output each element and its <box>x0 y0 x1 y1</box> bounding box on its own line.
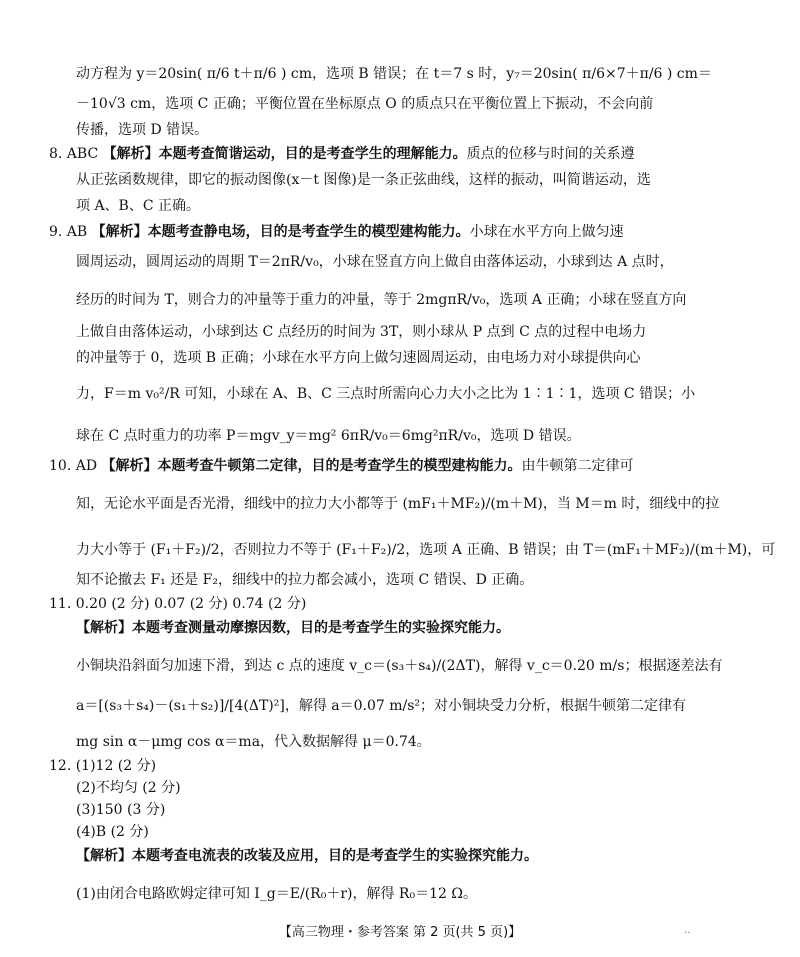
answer-10 <box>49 456 634 476</box>
analysis-tag: 【解析】本题考查牛顿第二定律，目的是考查学生的模型建构能力。 <box>101 458 522 474</box>
sub-answer: (2)不均匀 (2 分) <box>76 780 181 796</box>
analysis-tag: 【解析】本题考查静电场，目的是考查学生的模型建构能力。 <box>91 224 470 240</box>
analysis-tag: 【解析】本题考查测量动摩擦因数，目的是考查学生的实验探究能力。 <box>76 620 510 636</box>
text-line: 小铜块沿斜面匀加速下滑，到达 c 点的速度 v_c＝(s₃＋s₄)/(2ΔT)，解得 v_c＝0.20 m/s；根据逐差法有 <box>76 658 723 674</box>
text-line: 知，无论水平面是否光滑，细线中的拉力大小都等于 (mF₁＋MF₂)/(m＋M)，当 M＝m 时，细线中的拉 <box>76 496 720 512</box>
sub-answer: (4)B (2 分) <box>76 824 149 840</box>
text-line: a＝[(s₃＋s₄)－(s₁＋s₂)]/[4(ΔT)²]，解得 a＝0.07 m/s²；对小铜块受力分析，根据牛顿第二定律有 <box>76 698 687 714</box>
text-line: 上做自由落体运动，小球到达 C 点经历的时间为 3T，则小球从 P 点到 C 点的过程中电场力 <box>76 324 647 340</box>
text-fragment: 质点的位移与时间的关系遵 <box>466 146 635 162</box>
corner-mark: .. <box>684 925 691 936</box>
answer-8 <box>49 144 635 164</box>
answer-number: 10. AD <box>49 458 98 474</box>
answer-11: 11. 0.20 (2 分) 0.07 (2 分) 0.74 (2 分) <box>49 596 307 612</box>
answer-12: 12. (1)12 (2 分) <box>49 758 157 774</box>
text-line: mg sin α－μmg cos α＝ma，代入数据解得 μ＝0.74。 <box>76 734 431 750</box>
answer-number: 9. AB <box>49 224 88 240</box>
answer-9 <box>49 222 624 242</box>
analysis-tag: 【解析】本题考查简谐运动，目的是考查学生的理解能力。 <box>102 146 467 162</box>
page-footer: 【高三物理・参考答案 第 2 页(共 5 页)】 <box>278 925 522 940</box>
text-line: －10√3 cm，选项 C 正确；平衡位置在坐标原点 O 的质点只在平衡位置上下振动，不会向前 <box>76 96 654 112</box>
text-line: 的冲量等于 0，选项 B 正确；小球在水平方向上做匀速圆周运动，由电场力对小球提供向心 <box>76 350 641 366</box>
analysis-tag: 【解析】本题考查电流表的改装及应用，目的是考查学生的实验探究能力。 <box>76 848 538 864</box>
answer-number: 8. ABC <box>49 146 99 162</box>
text-line: 知不论撤去 F₁ 还是 F₂，细线中的拉力都会减小，选项 C 错误、D 正确。 <box>76 572 534 588</box>
text-line: 传播，选项 D 错误。 <box>76 122 209 138</box>
text-line: 从正弦函数规律，即它的振动图像(x－t 图像)是一条正弦曲线，这样的振动，叫简谐运动，选 <box>76 172 651 188</box>
text-line: (1)由闭合电路欧姆定律可知 I_g＝E/(R₀＋r)，解得 R₀＝12 Ω。 <box>76 886 477 902</box>
text-line: 动方程为 y＝20sin( π/6 t＋π/6 ) cm，选项 B 错误；在 t＝7 s 时，y₇＝20sin( π/6×7＋π/6 ) cm＝ <box>76 66 712 82</box>
text-fragment: 由牛顿第二定律可 <box>521 458 634 474</box>
text-line: 力大小等于 (F₁＋F₂)/2，否则拉力不等于 (F₁＋F₂)/2，选项 A 正确、B 错误；由 T＝(mF₁＋MF₂)/(m＋M)，可 <box>76 542 776 558</box>
text-line: 圆周运动，圆周运动的周期 T＝2πR/v₀，小球在竖直方向上做自由落体运动，小球到达 A 点时， <box>76 254 674 270</box>
text-line: 球在 C 点时重力的功率 P＝mgv_y＝mg² 6πR/v₀＝6mg²πR/v₀，选项 D 错误。 <box>76 428 581 444</box>
text-line: 经历的时间为 T，则合力的冲量等于重力的冲量，等于 2mgπR/v₀，选项 A 正确；小球在竖直方向 <box>76 292 687 308</box>
text-fragment: 小球在水平方向上做匀速 <box>469 224 624 240</box>
text-line: 力，F＝m v₀²/R 可知，小球在 A、B、C 三点时所需向心力大小之比为 1∶1∶1，选项 C 错误；小 <box>76 386 696 402</box>
sub-answer: (3)150 (3 分) <box>76 802 166 818</box>
text-line: 项 A、B、C 正确。 <box>76 198 201 214</box>
